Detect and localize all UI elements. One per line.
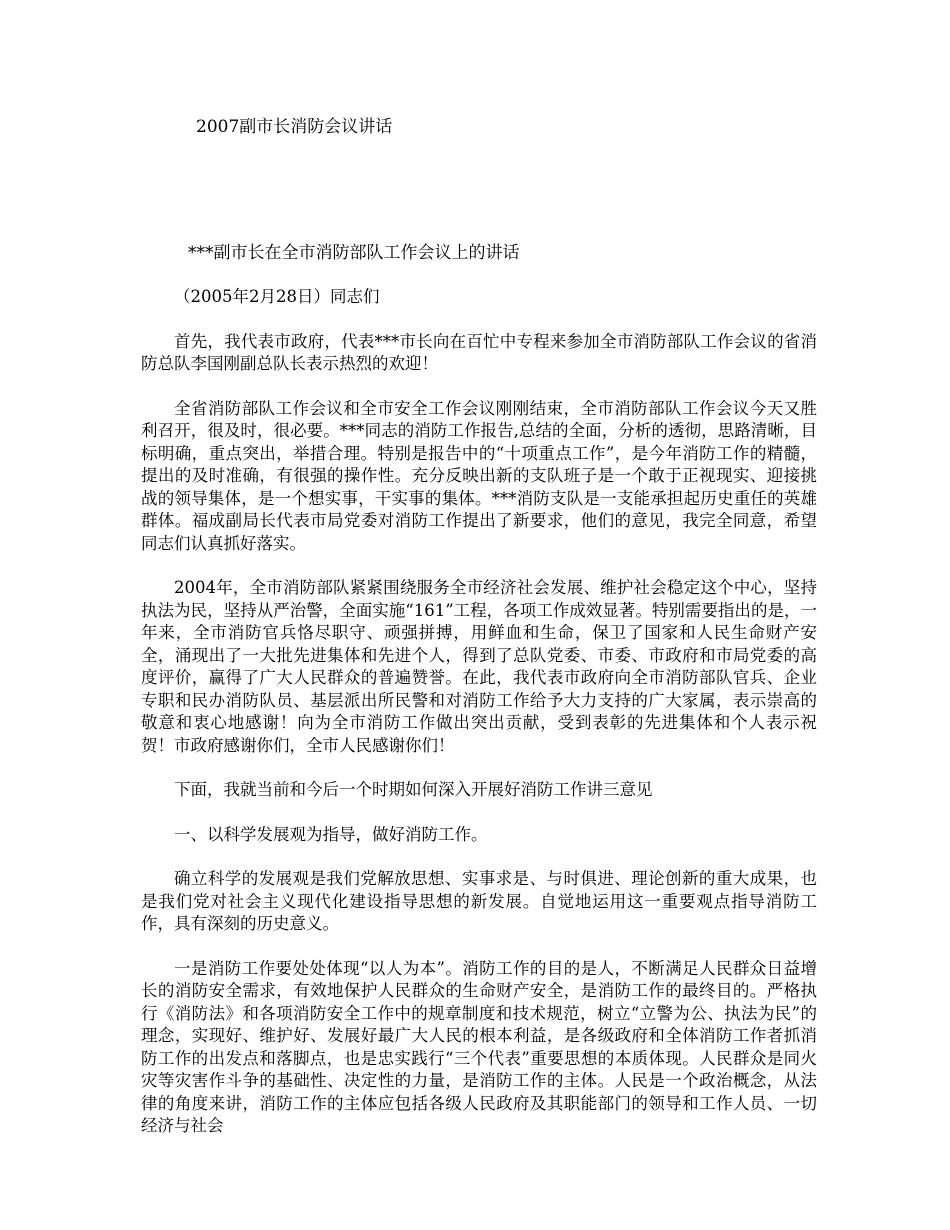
paragraph-intro-three-points: 下面，我就当前和今后一个时期如何深入开展好消防工作讲三意见 xyxy=(174,780,653,799)
speech-title: ***副市长在全市消防部队工作会议上的讲话 xyxy=(188,243,520,263)
paragraph-2004-summary: 2004年，全市消防部队紧紧围绕服务全市经济社会发展、维护社会稳定这个中心，坚持执法为民，坚持从严治警，全面实施“161”工程，各项工作成效显著。特别需要指出的是，一年来，全市消防官兵恪尽职守、顽强拼搏，用鲜血和生命，保卫了国家和人民生命财产安全，涌现出了一大批先进集体和先进个人，得到了总队党委、市委、市政府和市局党委的高度评价，赢得了广大人民群众的普遍赞誉。在此，我代表市政府向全市消防部队官兵、企业专职和民办消防队员、基层派出所民警和对消防工作给予大力支持的广大家属，表示崇高的敬意和衷心地感谢！向为全市消防工作做出突出贡献，受到表彰的先进集体和个人表示祝贺！市政府感谢你们，全市人民感谢你们！ xyxy=(141,578,817,755)
document-header-title: 2007副市长消防会议讲话 xyxy=(196,117,393,137)
section-heading-one: 一、以科学发展观为指导，做好消防工作。 xyxy=(174,824,488,844)
date-and-salutation: （2005年2月28日）同志们 xyxy=(174,287,380,306)
paragraph-people-oriented: 一是消防工作要处处体现“以人为本”。消防工作的目的是人，不断满足人民群众日益增长的消防安全需求，有效地保护人民群众的生命财产安全，是消防工作的最终目的。严格执行《消防法》和各项消防安全工作中的规章制度和技术规范，树立“立警为公、执法为民”的理念，实现好、维护好、发展好最广大人民的根本利益，是各级政府和全体消防工作者抓消防工作的出发点和落脚点，也是忠实践行“三个代表”重要思想的本质体现。人民群众是同火灾等灾害作斗争的基础性、决定性的力量，是消防工作的主体。人民是一个政治概念，从法律的角度来讲，消防工作的主体应包括各级人民政府及其职能部门的领导和工作人员、一切经济与社会 xyxy=(141,958,817,1135)
paragraph-welcome: 首先，我代表市政府，代表***市长向在百忙中专程来参加全市消防部队工作会议的省消防总队李国刚副总队长表示热烈的欢迎！ xyxy=(141,331,817,373)
document-body xyxy=(141,286,817,1160)
paragraph-scientific-development: 确立科学的发展观是我们党解放思想、实事求是、与时俱进、理论创新的重大成果，也是我们党对社会主义现代化建设指导思想的新发展。自觉地运用这一重要观点指导消防工作，具有深刻的历史意义。 xyxy=(141,869,817,933)
paragraph-meeting-review: 全省消防部队工作会议和全市安全工作会议刚刚结束，全市消防部队工作会议今天又胜利召开，很及时，很必要。***同志的消防工作报告,总结的全面，分析的透彻，思路清晰，目标明确，重点突出，举措合理。特别是报告中的“十项重点工作”，是今年消防工作的精髓，提出的及时准确，有很强的操作性。充分反映出新的支队班子是一个敢于正视现实、迎接挑战的领导集体，是一个想实事，干实事的集体。***消防支队是一支能承担起历史重任的英雄群体。福成副局长代表市局党委对消防工作提出了新要求，他们的意见，我完全同意，希望同志们认真抓好落实。 xyxy=(141,398,817,553)
